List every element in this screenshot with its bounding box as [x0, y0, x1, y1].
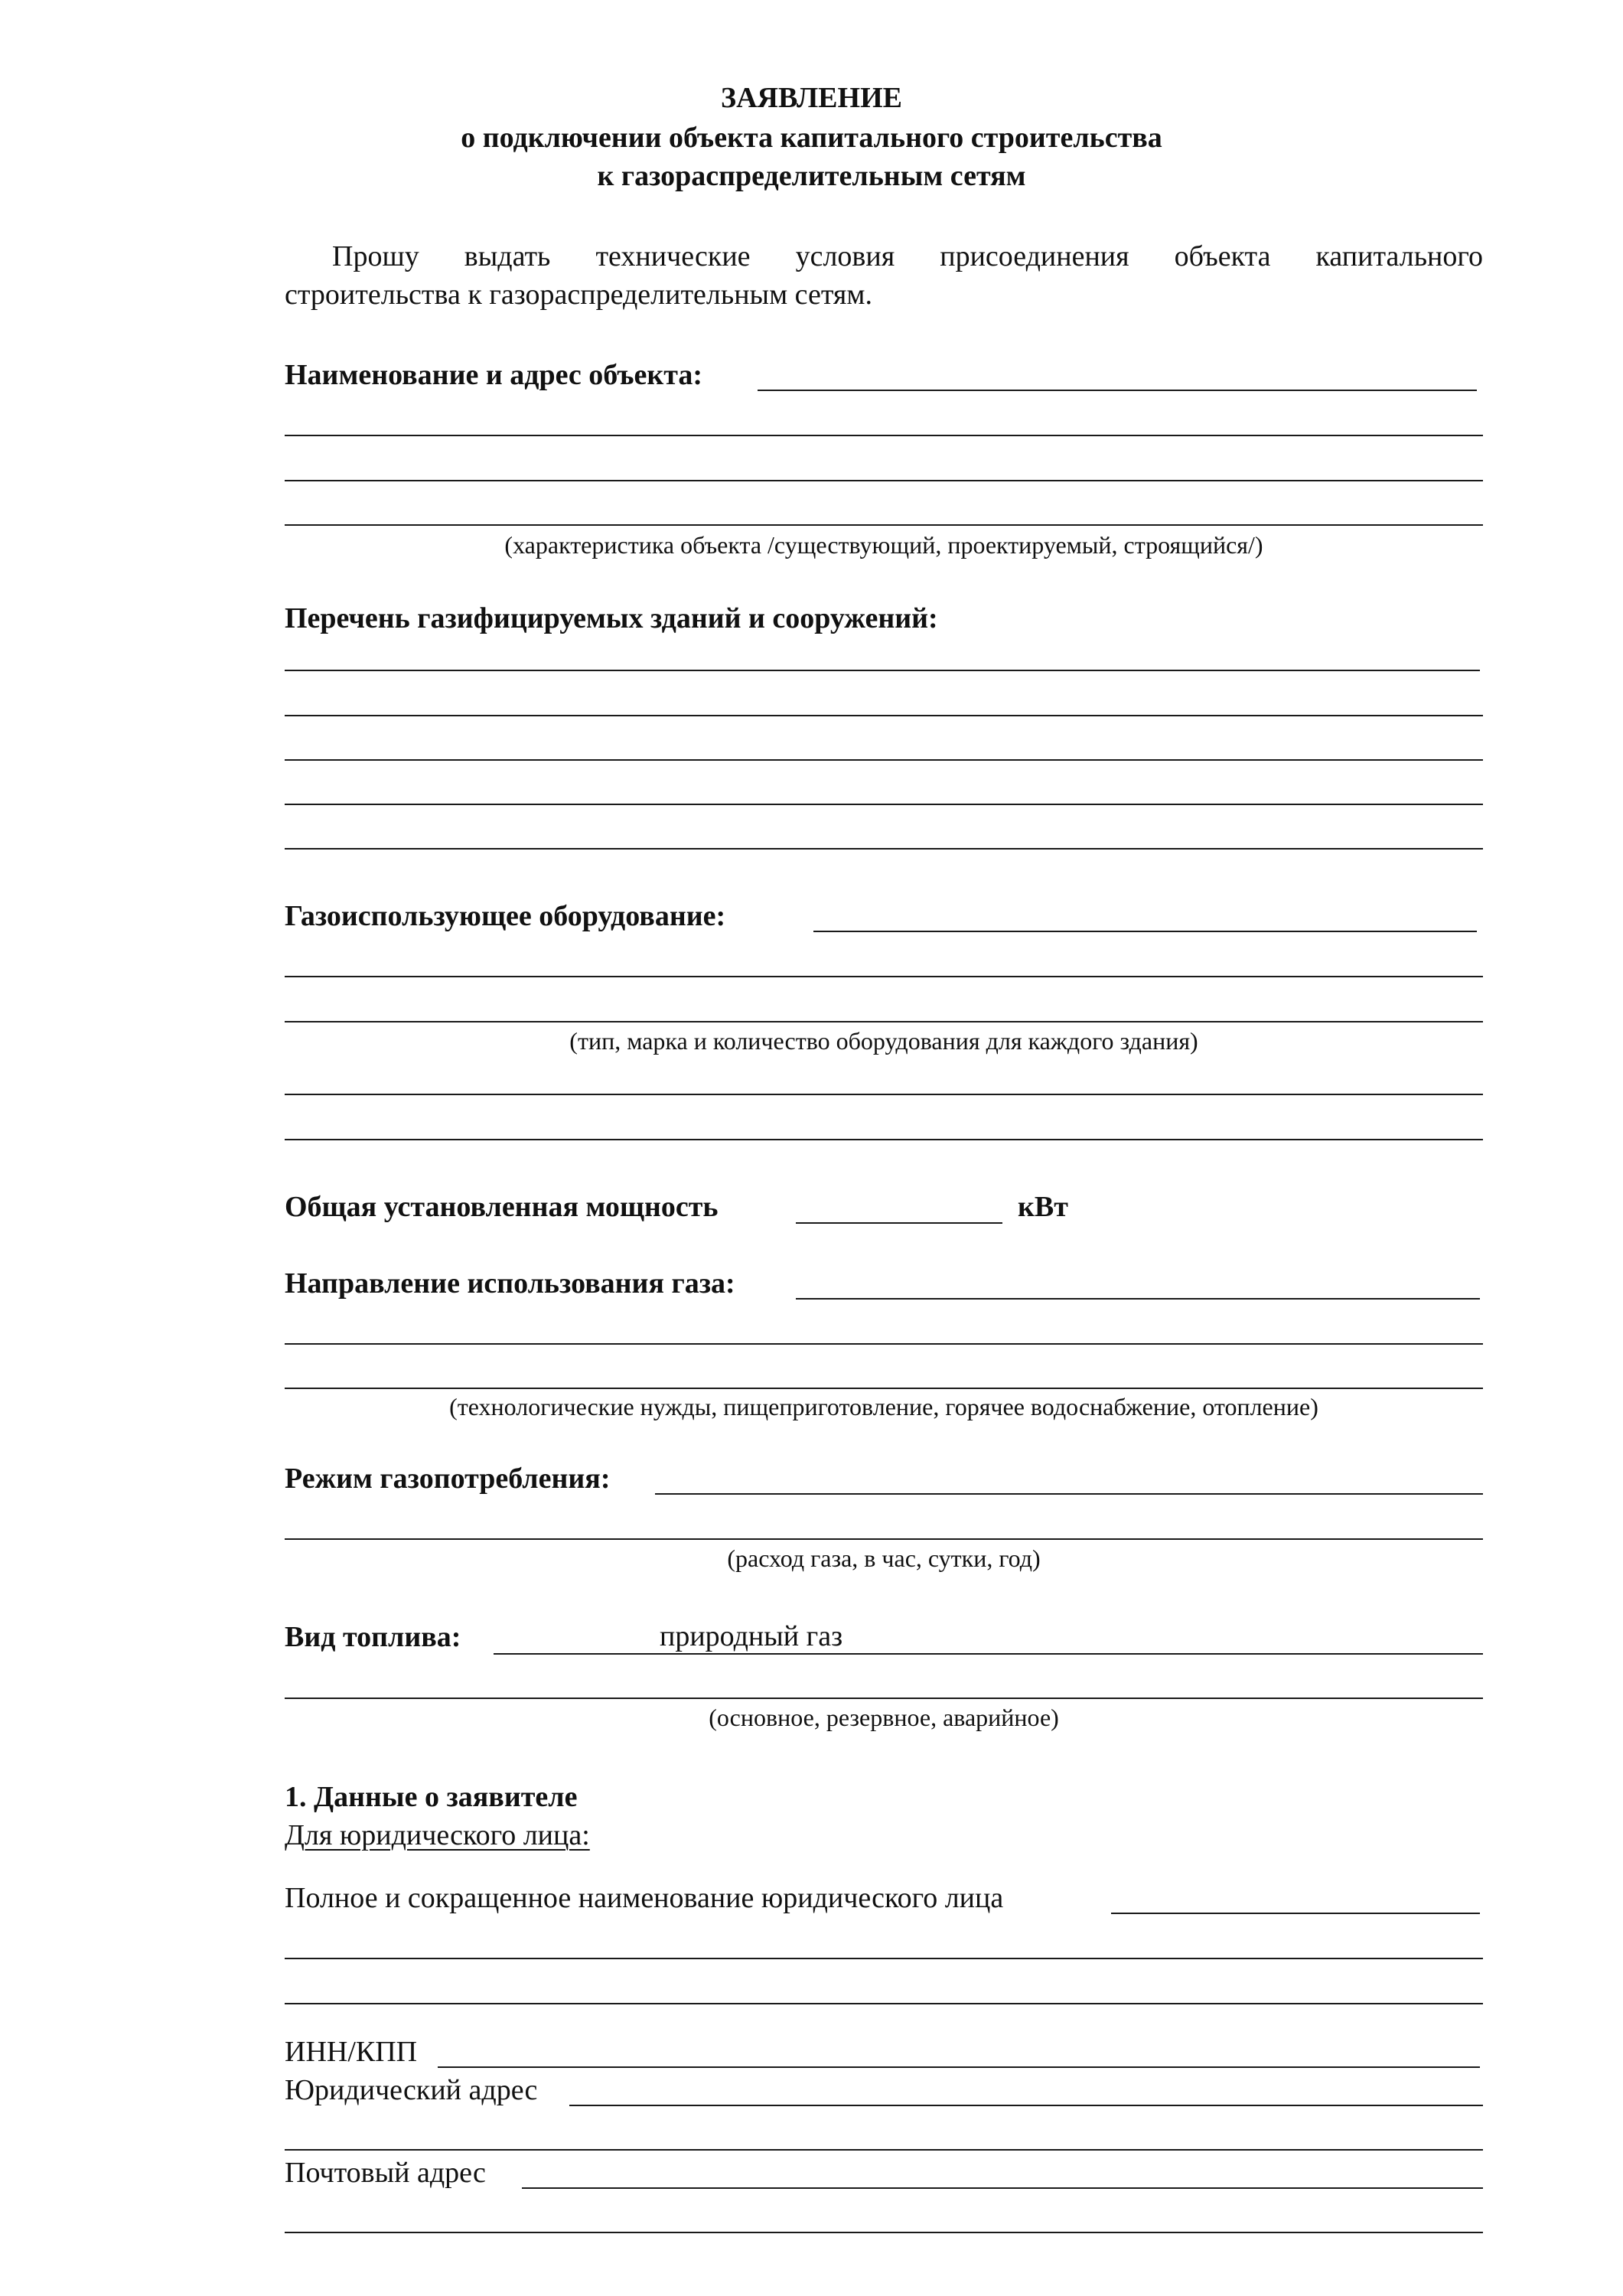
object-input-line-3[interactable]: [285, 480, 1483, 481]
postal-address-label: Почтовый адрес: [285, 2157, 486, 2189]
equipment-input-line-3[interactable]: [285, 1021, 1483, 1022]
power-label: Общая установленная мощность: [285, 1191, 719, 1223]
object-input-line-1[interactable]: [758, 390, 1477, 391]
legal-address-label: Юридический адрес: [285, 2074, 538, 2106]
form-subtitle-line2: к газораспределительным сетям: [597, 160, 1026, 192]
object-input-line-2[interactable]: [285, 435, 1483, 436]
inn-input-line[interactable]: [438, 2066, 1480, 2068]
usage-input-line-3[interactable]: [285, 1388, 1483, 1389]
usage-input-line-2[interactable]: [285, 1343, 1483, 1345]
buildings-input-line-1[interactable]: [285, 670, 1480, 671]
fuel-input-line-2[interactable]: [285, 1698, 1483, 1699]
full-name-input-line-1[interactable]: [1111, 1913, 1480, 1914]
usage-input-line-1[interactable]: [796, 1298, 1480, 1300]
full-name-input-line-2[interactable]: [285, 1958, 1483, 1959]
buildings-input-line-3[interactable]: [285, 759, 1483, 761]
power-unit: кВт: [1018, 1191, 1068, 1223]
fuel-value[interactable]: природный газ: [660, 1620, 843, 1652]
power-input-line[interactable]: [796, 1222, 1002, 1224]
form-title: ЗАЯВЛЕНИЕ: [721, 82, 902, 114]
inn-label: ИНН/КПП: [285, 2036, 418, 2068]
postal-address-input-line-2[interactable]: [285, 2232, 1483, 2233]
buildings-input-line-5[interactable]: [285, 848, 1483, 850]
equipment-input-line-5[interactable]: [285, 1139, 1483, 1140]
consumption-hint: (расход газа, в час, сутки, год): [727, 1544, 1041, 1572]
fuel-label: Вид топлива:: [285, 1621, 461, 1653]
full-name-input-line-3[interactable]: [285, 2003, 1483, 2004]
equipment-input-line-1[interactable]: [813, 931, 1477, 932]
object-label: Наименование и адрес объекта:: [285, 359, 703, 391]
consumption-label: Режим газопотребления:: [285, 1463, 611, 1495]
intro-line2: строительства к газораспределительным сетям.: [285, 279, 872, 311]
intro-line1: Прошу выдать технические условия присоединения объекта капитального: [332, 240, 1483, 272]
usage-label: Направление использования газа:: [285, 1267, 735, 1300]
buildings-input-line-4[interactable]: [285, 804, 1483, 805]
object-hint: (характеристика объекта /существующий, проектируемый, строящийся/): [504, 531, 1263, 559]
applicant-section-title: 1. Данные о заявителе: [285, 1781, 578, 1813]
equipment-hint: (тип, марка и количество оборудования для каждого здания): [569, 1027, 1198, 1055]
fuel-hint: (основное, резервное, аварийное): [709, 1704, 1059, 1731]
full-name-label: Полное и сокращенное наименование юридического лица: [285, 1882, 1004, 1914]
buildings-label: Перечень газифицируемых зданий и сооружений:: [285, 602, 938, 634]
usage-hint: (технологические нужды, пищеприготовление, горячее водоснабжение, отопление): [449, 1393, 1318, 1420]
postal-address-input-line-1[interactable]: [522, 2187, 1483, 2189]
consumption-input-line-2[interactable]: [285, 1538, 1483, 1540]
equipment-label: Газоиспользующее оборудование:: [285, 900, 726, 932]
form-subtitle-line1: о подключении объекта капитального строительства: [461, 122, 1162, 154]
legal-address-input-line-1[interactable]: [569, 2105, 1483, 2106]
equipment-input-line-2[interactable]: [285, 976, 1483, 977]
legal-entity-heading: Для юридического лица:: [285, 1819, 590, 1851]
fuel-input-line-1[interactable]: [494, 1653, 1483, 1655]
equipment-input-line-4[interactable]: [285, 1094, 1483, 1095]
buildings-input-line-2[interactable]: [285, 715, 1483, 716]
legal-address-input-line-2[interactable]: [285, 2149, 1483, 2151]
object-input-line-4[interactable]: [285, 524, 1483, 526]
consumption-input-line-1[interactable]: [655, 1493, 1483, 1495]
